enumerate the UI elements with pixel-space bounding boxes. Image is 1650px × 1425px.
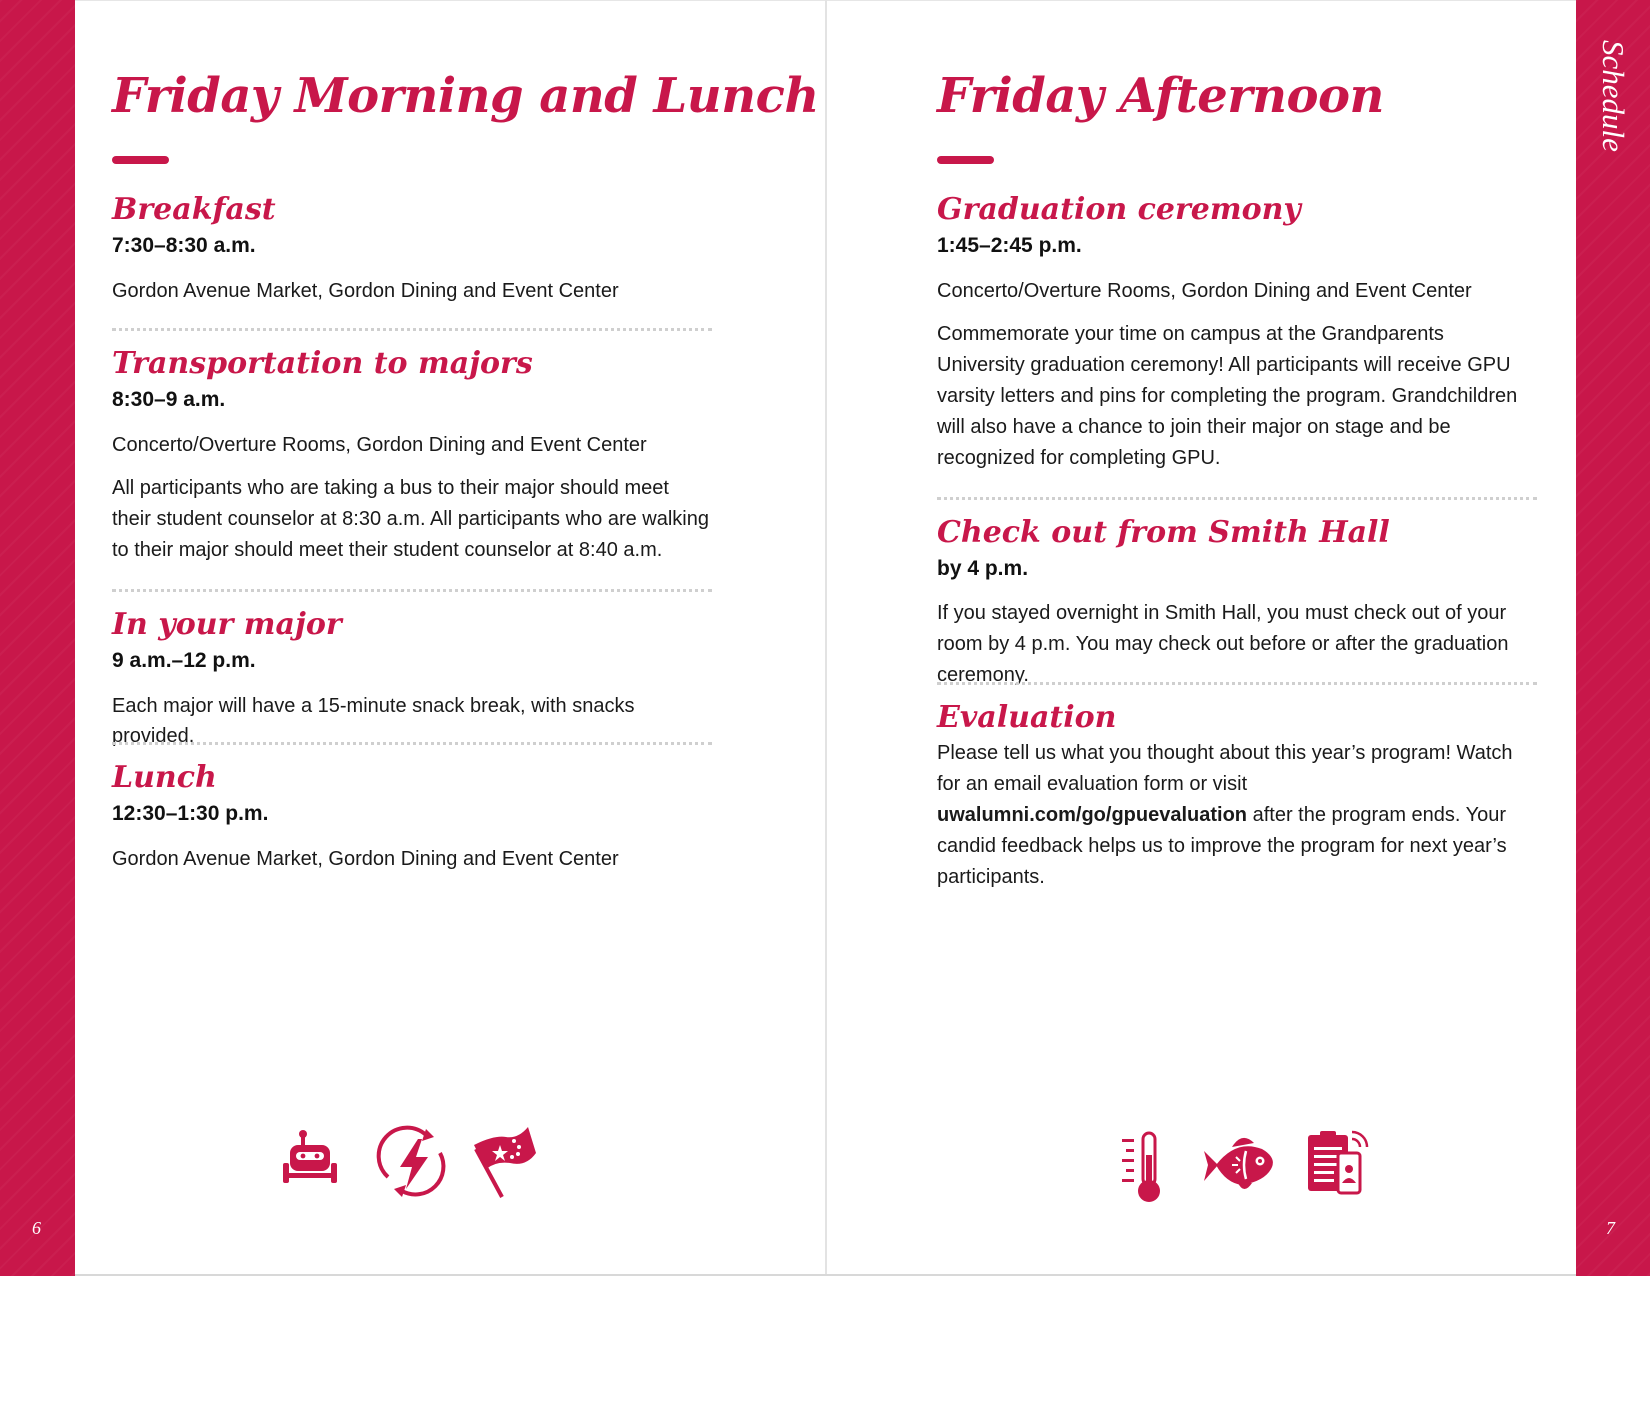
page-number-right: 7 bbox=[1606, 1218, 1615, 1238]
robot-icon bbox=[280, 1125, 360, 1205]
section-tab-label: Schedule bbox=[1596, 40, 1631, 152]
page-title: Friday Afternoon bbox=[937, 68, 1384, 124]
evaluation-link[interactable]: uwalumni.com/go/gpuevaluation bbox=[937, 804, 1248, 826]
section-location: Concerto/Overture Rooms, Gordon Dining and Event Center bbox=[112, 434, 647, 456]
evaluation-text-before: Please tell us what you thought about this year’s program! Watch for an email evaluation form or visit bbox=[937, 742, 1513, 795]
section-time: 12:30–1:30 p.m. bbox=[112, 802, 269, 825]
clipboard-phone-icon bbox=[1304, 1125, 1384, 1205]
page-number-left: 6 bbox=[32, 1218, 41, 1238]
right-margin-band bbox=[1576, 0, 1650, 1276]
section-graduation-ceremony bbox=[937, 190, 1537, 474]
section-divider bbox=[937, 497, 1537, 500]
section-description: Each major will have a 15-minute snack break, with snacks provided. bbox=[112, 695, 635, 747]
flag-icon bbox=[466, 1125, 546, 1205]
section-description: All participants who are taking a bus to their major should meet their student counselor at 8:30 a.m. All participants who are walking to their major should meet their student counselor at 8:40 a.m. bbox=[112, 477, 709, 561]
section-divider bbox=[112, 328, 712, 331]
section-heading: Evaluation bbox=[937, 700, 1117, 735]
section-location: Concerto/Overture Rooms, Gordon Dining and Event Center bbox=[937, 280, 1472, 302]
section-location: Gordon Avenue Market, Gordon Dining and Event Center bbox=[112, 848, 619, 870]
lightning-cycle-icon bbox=[374, 1125, 454, 1205]
section-description: Commemorate your time on campus at the Grandparents University graduation ceremony! All participants will receive GPU varsity letters and pins for completing the program. Grandchildren will also have a chance to join their major on stage and be recognized for completing GPU. bbox=[937, 323, 1518, 469]
section-heading: Graduation ceremony bbox=[937, 192, 1301, 227]
section-in-your-major bbox=[112, 605, 712, 751]
section-heading: Transportation to majors bbox=[112, 346, 533, 381]
left-margin-band bbox=[0, 0, 75, 1276]
section-time: 1:45–2:45 p.m. bbox=[937, 234, 1082, 257]
section-time: 7:30–8:30 a.m. bbox=[112, 234, 256, 257]
left-icon-row bbox=[280, 1125, 540, 1205]
section-heading: Breakfast bbox=[112, 192, 276, 227]
section-location: Gordon Avenue Market, Gordon Dining and Event Center bbox=[112, 280, 619, 302]
section-time: by 4 p.m. bbox=[937, 557, 1029, 580]
section-heading: Lunch bbox=[112, 760, 217, 795]
section-time: 9 a.m.–12 p.m. bbox=[112, 649, 256, 672]
thermometer-icon bbox=[1118, 1125, 1198, 1205]
section-lunch bbox=[112, 758, 619, 874]
section-description bbox=[937, 738, 1537, 893]
section-heading: Check out from Smith Hall bbox=[937, 515, 1390, 550]
page-bottom-edge bbox=[75, 1274, 1576, 1276]
title-underline bbox=[112, 156, 169, 164]
section-divider bbox=[112, 589, 712, 592]
right-icon-row bbox=[1118, 1125, 1378, 1205]
title-underline bbox=[937, 156, 994, 164]
section-transportation bbox=[112, 344, 712, 566]
page-title: Friday Morning and Lunch bbox=[112, 68, 819, 124]
evaluation-text-after: after the program ends. Your candid feedback helps us to improve the program for next year’s participants. bbox=[937, 804, 1507, 888]
page-gutter bbox=[825, 0, 827, 1276]
section-breakfast bbox=[112, 190, 619, 306]
section-description: If you stayed overnight in Smith Hall, you must check out of your room by 4 p.m. You may check out before or after the graduation ceremony. bbox=[937, 602, 1509, 686]
section-evaluation bbox=[937, 698, 1537, 893]
section-time: 8:30–9 a.m. bbox=[112, 388, 226, 411]
section-check-out bbox=[937, 513, 1537, 691]
section-divider bbox=[112, 742, 712, 745]
section-heading: In your major bbox=[112, 607, 342, 642]
section-divider bbox=[937, 682, 1537, 685]
fish-icon bbox=[1202, 1125, 1282, 1205]
